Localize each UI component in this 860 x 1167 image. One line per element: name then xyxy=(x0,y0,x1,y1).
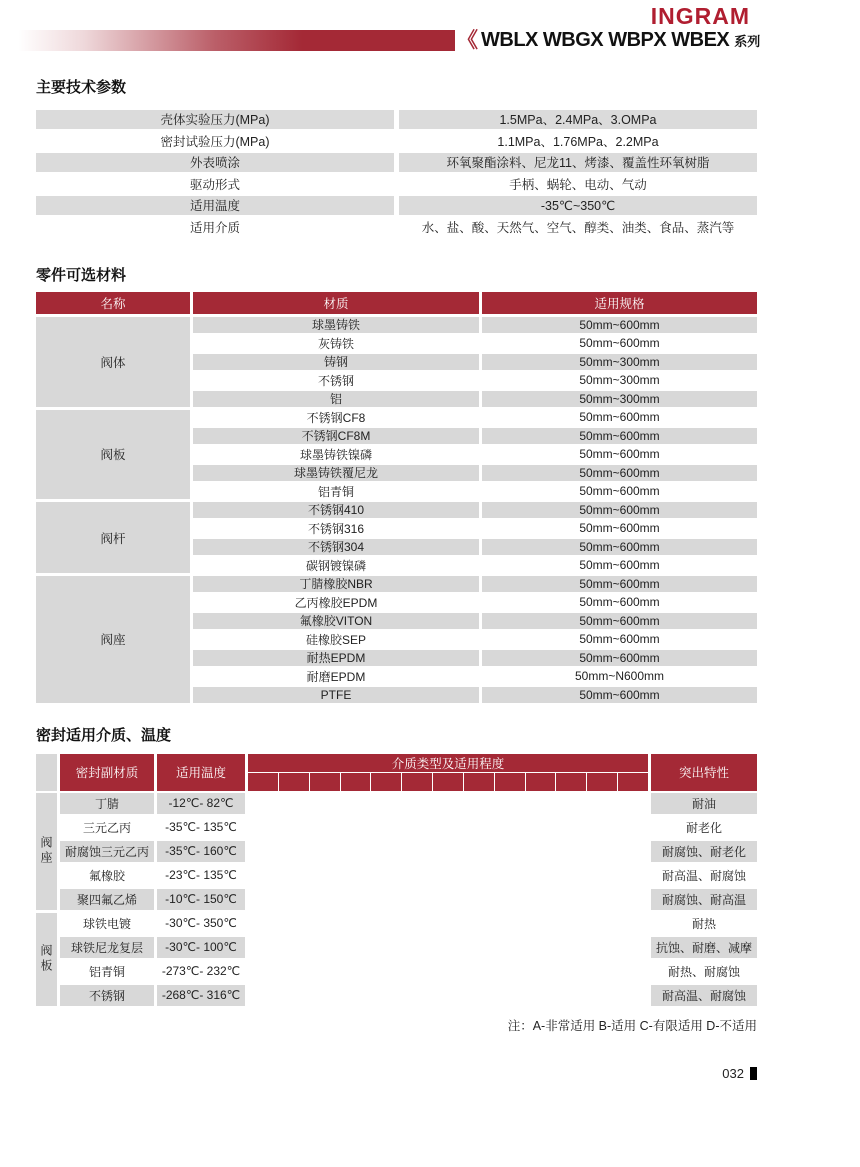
material-cell: 铸钢 xyxy=(193,354,479,370)
table-row xyxy=(193,576,757,592)
grade-cells xyxy=(248,793,648,814)
media-type-header xyxy=(587,773,617,791)
seal-material-cell: 氟橡胶 xyxy=(88,868,125,883)
grade-legend-note: 注：A-非常适用 B-适用 C-有限适用 D-不适用 xyxy=(507,1018,757,1033)
media-type-header xyxy=(341,773,371,791)
material-cell: 丁腈橡胶NBR xyxy=(193,576,479,592)
part-group-name: 阀体 xyxy=(36,317,190,407)
temp-range-cell: -30℃- 350℃ xyxy=(165,916,237,930)
series-title: WBLX WBGX WBPX WBEX xyxy=(481,28,730,51)
media-type-header xyxy=(248,773,278,791)
material-cell: 不锈钢304 xyxy=(193,539,479,555)
sealing-table-header xyxy=(36,754,757,791)
part-group xyxy=(36,317,757,407)
media-type-header xyxy=(279,773,309,791)
table-row xyxy=(193,595,757,611)
corner-cell xyxy=(36,754,57,791)
feature-cell: 抗蚀、耐磨、减摩 xyxy=(651,937,757,958)
table-row xyxy=(193,465,757,481)
table-row xyxy=(60,961,757,982)
seal-material-cell: 耐腐蚀三元乙丙 xyxy=(60,841,154,862)
temp-range-cell: -35℃- 160℃ xyxy=(157,841,245,862)
material-cell: 球墨铸铁镍磷 xyxy=(299,447,372,462)
sealing-group-name: 阀板 xyxy=(36,913,57,1006)
table-row xyxy=(193,373,757,389)
table-row xyxy=(193,539,757,555)
sealing-table xyxy=(36,754,757,1006)
media-type-headers xyxy=(248,773,648,791)
sealing-group-rows xyxy=(60,913,757,1006)
temp-range-cell: -23℃- 135℃ xyxy=(165,868,237,882)
feature-cell: 耐老化 xyxy=(685,820,722,835)
table-row xyxy=(193,613,757,629)
part-group xyxy=(36,410,757,500)
material-cell: 不锈钢 xyxy=(317,373,354,388)
table-row xyxy=(193,354,757,370)
param-value: 水、盐、酸、天然气、空气、醇类、油类、食品、蒸汽等 xyxy=(421,220,735,235)
media-header-block xyxy=(248,754,648,791)
page-footer xyxy=(36,1066,757,1081)
table-row xyxy=(60,865,757,886)
column-header-media-span: 介质类型及适用程度 xyxy=(248,754,648,772)
grade-cells xyxy=(248,937,648,958)
table-row xyxy=(193,410,757,426)
feature-cell: 耐高温、耐腐蚀 xyxy=(651,985,757,1006)
spec-cell: 50mm~600mm xyxy=(579,521,660,536)
parts-table-body xyxy=(36,317,757,703)
spec-cell: 50mm~600mm xyxy=(482,502,757,518)
spec-cell: 50mm~600mm xyxy=(482,576,757,592)
part-group-name: 阀杆 xyxy=(36,502,190,573)
table-row xyxy=(36,153,757,172)
table-row xyxy=(193,428,757,444)
seal-material-cell: 三元乙丙 xyxy=(82,820,131,835)
seal-material-cell: 铝青铜 xyxy=(88,964,125,979)
table-row xyxy=(36,175,757,194)
temp-range-cell: -30℃- 100℃ xyxy=(157,937,245,958)
temp-range-cell: -273℃- 232℃ xyxy=(161,964,241,978)
temp-range-cell: -10℃- 150℃ xyxy=(157,889,245,910)
spec-cell: 50mm~600mm xyxy=(482,317,757,333)
media-type-header xyxy=(495,773,525,791)
table-row xyxy=(36,110,757,129)
table-row xyxy=(193,317,757,333)
spec-cell: 50mm~600mm xyxy=(579,336,660,351)
feature-cell: 耐腐蚀、耐老化 xyxy=(651,841,757,862)
seal-material-cell: 球铁尼龙复层 xyxy=(60,937,154,958)
material-cell: 球墨铸铁覆尼龙 xyxy=(193,465,479,481)
table-row xyxy=(193,447,757,463)
material-cell: 铝 xyxy=(193,391,479,407)
spec-cell: 50mm~600mm xyxy=(579,558,660,573)
seal-material-cell: 丁腈 xyxy=(60,793,154,814)
table-row xyxy=(60,889,757,910)
table-row xyxy=(60,913,757,934)
tech-params-table xyxy=(36,110,757,236)
column-header-temp: 适用温度 xyxy=(157,754,245,791)
part-group-rows xyxy=(193,317,757,407)
param-value: 1.1MPa、1.76MPa、2.2MPa xyxy=(497,134,659,149)
media-type-header xyxy=(402,773,432,791)
material-cell: 硅橡胶SEP xyxy=(305,632,366,647)
parts-table xyxy=(36,292,757,703)
media-type-header xyxy=(310,773,340,791)
table-row xyxy=(60,841,757,862)
part-group-rows xyxy=(193,410,757,500)
temp-range-cell: -268℃- 316℃ xyxy=(157,985,245,1006)
table-row xyxy=(193,521,757,537)
table-row xyxy=(60,985,757,1006)
grade-cells xyxy=(248,841,648,862)
material-cell: 不锈钢316 xyxy=(307,521,365,536)
material-cell: 球墨铸铁 xyxy=(193,317,479,333)
table-row xyxy=(60,793,757,814)
spec-cell: 50mm~600mm xyxy=(482,687,757,703)
sealing-group-rows xyxy=(60,793,757,910)
part-group-rows xyxy=(193,576,757,703)
table-row xyxy=(193,391,757,407)
spec-cell: 50mm~600mm xyxy=(482,539,757,555)
spec-cell: 50mm~600mm xyxy=(579,447,660,462)
sealing-table-body xyxy=(36,793,757,1006)
section-title-parts: 零件可选材料 xyxy=(36,267,127,284)
part-group-rows xyxy=(193,502,757,573)
seal-material-cell: 球铁电镀 xyxy=(82,916,131,931)
param-value: -35℃~350℃ xyxy=(399,196,757,215)
material-cell: 耐热EPDM xyxy=(193,650,479,666)
temp-range-cell: -35℃- 135℃ xyxy=(165,820,237,834)
parts-table-header xyxy=(36,292,757,314)
temp-range-cell: -12℃- 82℃ xyxy=(157,793,245,814)
material-cell: 灰铸铁 xyxy=(317,336,354,351)
table-row xyxy=(193,484,757,500)
part-group xyxy=(36,502,757,573)
material-cell: 氟橡胶VITON xyxy=(193,613,479,629)
feature-cell: 耐热、耐腐蚀 xyxy=(667,964,740,979)
param-label: 密封试验压力(MPa) xyxy=(160,134,270,149)
feature-cell: 耐热 xyxy=(691,916,716,931)
grade-cells xyxy=(248,961,648,982)
grade-cells xyxy=(248,985,648,1006)
table-row xyxy=(193,650,757,666)
section-title-tech-params: 主要技术参数 xyxy=(36,79,127,96)
grade-cells xyxy=(248,913,648,934)
spec-cell: 50mm~600mm xyxy=(482,650,757,666)
param-value: 1.5MPa、2.4MPa、3.OMPa xyxy=(399,110,757,129)
spec-cell: 50mm~300mm xyxy=(482,391,757,407)
media-type-header xyxy=(526,773,556,791)
sealing-group xyxy=(36,913,757,1006)
table-row xyxy=(193,558,757,574)
part-group-name: 阀座 xyxy=(36,576,190,703)
series-title-bar xyxy=(18,28,760,52)
media-type-header xyxy=(464,773,494,791)
grade-cells xyxy=(248,865,648,886)
seal-material-cell: 不锈钢 xyxy=(60,985,154,1006)
spec-cell: 50mm~600mm xyxy=(482,613,757,629)
param-label: 驱动形式 xyxy=(189,177,240,192)
column-header-feature: 突出特性 xyxy=(651,754,757,791)
material-cell: PTFE xyxy=(193,687,479,703)
table-row xyxy=(36,196,757,215)
media-type-header xyxy=(433,773,463,791)
table-row xyxy=(193,669,757,685)
table-row xyxy=(193,632,757,648)
material-cell: 不锈钢CF8M xyxy=(193,428,479,444)
param-label: 壳体实验压力(MPa) xyxy=(36,110,394,129)
seal-material-cell: 聚四氟乙烯 xyxy=(60,889,154,910)
table-row xyxy=(36,218,757,237)
page-number-bar-icon xyxy=(750,1067,757,1080)
feature-cell: 耐高温、耐腐蚀 xyxy=(661,868,746,883)
brand-logo: INGRAM xyxy=(650,3,750,29)
column-header-name: 名称 xyxy=(36,292,190,314)
feature-cell: 耐油 xyxy=(651,793,757,814)
sealing-group xyxy=(36,793,757,910)
gradient-bar xyxy=(18,30,455,51)
column-header-seal-material: 密封副材质 xyxy=(60,754,154,791)
param-label: 外表喷涂 xyxy=(36,153,394,172)
table-row xyxy=(193,687,757,703)
sealing-group-name: 阀座 xyxy=(36,793,57,910)
media-type-header xyxy=(556,773,586,791)
section-title-sealing: 密封适用介质、温度 xyxy=(36,726,172,744)
media-type-header xyxy=(618,773,648,791)
feature-cell: 耐腐蚀、耐高温 xyxy=(651,889,757,910)
table-row xyxy=(60,937,757,958)
spec-cell: 50mm~600mm xyxy=(482,465,757,481)
grade-cells xyxy=(248,889,648,910)
table-row xyxy=(193,502,757,518)
table-row xyxy=(36,132,757,151)
table-row xyxy=(193,336,757,352)
spec-cell: 50mm~600mm xyxy=(579,632,660,647)
spec-cell: 50mm~600mm xyxy=(579,410,660,425)
param-value: 手柄、蜗轮、电动、气动 xyxy=(509,177,647,192)
material-cell: 碳钢镀镍磷 xyxy=(305,558,366,573)
page-number: 032 xyxy=(722,1065,744,1081)
grade-cells xyxy=(248,817,648,838)
spec-cell: 50mm~600mm xyxy=(579,595,660,610)
material-cell: 乙丙橡胶EPDM xyxy=(294,595,378,610)
material-cell: 不锈钢CF8 xyxy=(306,410,366,425)
material-cell: 铝青铜 xyxy=(317,484,354,499)
column-header-spec: 适用规格 xyxy=(482,292,757,314)
series-suffix: 系列 xyxy=(734,33,761,49)
material-cell: 不锈钢410 xyxy=(193,502,479,518)
material-cell: 耐磨EPDM xyxy=(306,669,366,684)
part-group xyxy=(36,576,757,703)
spec-cell: 50mm~N600mm xyxy=(574,669,665,684)
media-type-header xyxy=(371,773,401,791)
param-value: 环氧聚酯涂料、尼龙11、烤漆、覆盖性环氧树脂 xyxy=(399,153,757,172)
column-header-material: 材质 xyxy=(193,292,479,314)
spec-cell: 50mm~600mm xyxy=(482,428,757,444)
param-label: 适用温度 xyxy=(36,196,394,215)
spec-cell: 50mm~300mm xyxy=(579,373,660,388)
chevron-icon: 《 xyxy=(457,28,478,52)
part-group-name: 阀板 xyxy=(36,410,190,500)
param-label: 适用介质 xyxy=(189,220,240,235)
spec-cell: 50mm~600mm xyxy=(579,484,660,499)
table-row xyxy=(60,817,757,838)
spec-cell: 50mm~300mm xyxy=(482,354,757,370)
